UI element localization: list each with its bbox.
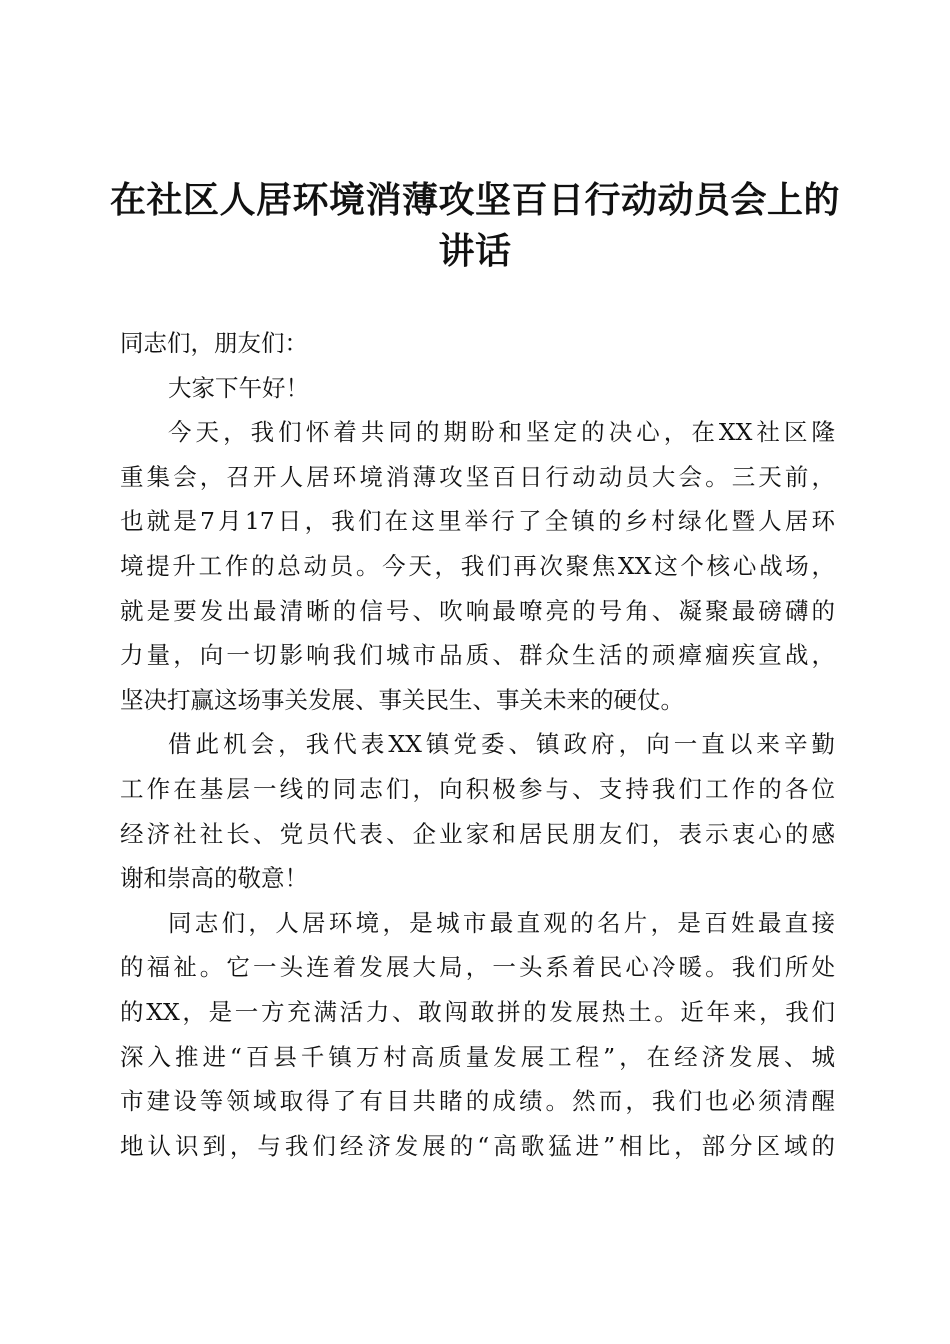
document-title <box>100 175 850 277</box>
paragraph-line: 就是要发出最清晰的信号、吹响最嘹亮的号角、凝聚最磅礴的 <box>120 596 835 625</box>
paragraph-line: 市建设等领域取得了有目共睹的成绩。然而，我们也必须清醒 <box>120 1087 835 1116</box>
title-line: 讲话 <box>438 230 512 272</box>
paragraph-line: 今天，我们怀着共同的期盼和坚定的决心，在XX社区隆 <box>168 418 835 447</box>
paragraph-environment <box>120 901 835 1169</box>
title-line: 在社区人居环境消薄攻坚百日行动动员会上的 <box>109 179 840 221</box>
salutation-text: 同志们，朋友们： <box>120 329 308 357</box>
greeting <box>120 366 835 411</box>
paragraph-thanks <box>120 722 835 900</box>
paragraph-line: 的福祉。它一头连着发展大局，一头系着民心冷暖。我们所处 <box>120 953 835 982</box>
paragraph-line: 工作在基层一线的同志们，向积极参与、支持我们工作的各位 <box>120 774 835 803</box>
paragraph-line: 坚决打赢这场事关发展、事关民生、事关未来的硬仗。 <box>120 685 684 714</box>
paragraph-opening <box>120 410 835 722</box>
paragraph-line: 力量，向一切影响我们城市品质、群众生活的顽瘴痼疾宣战， <box>120 641 835 670</box>
paragraph-line: 借此机会，我代表XX镇党委、镇政府，向一直以来辛勤 <box>168 730 835 759</box>
greeting-text: 大家下午好！ <box>168 373 309 402</box>
paragraph-line: 深入推进“百县千镇万村高质量发展工程”，在经济发展、城 <box>120 1042 835 1071</box>
document-body <box>120 321 835 1168</box>
paragraph-line: 经济社社长、党员代表、企业家和居民朋友们，表示衷心的感 <box>120 819 835 848</box>
paragraph-line: 重集会，召开人居环境消薄攻坚百日行动动员大会。三天前， <box>120 462 835 491</box>
paragraph-line: 境提升工作的总动员。今天，我们再次聚焦XX这个核心战场， <box>120 551 835 580</box>
paragraph-line: 的XX，是一方充满活力、敢闯敢拼的发展热土。近年来，我们 <box>120 997 835 1026</box>
paragraph-line: 也就是7月17日，我们在这里举行了全镇的乡村绿化暨人居环 <box>120 507 835 536</box>
paragraph-line: 同志们，人居环境，是城市最直观的名片，是百姓最直接 <box>168 908 835 937</box>
paragraph-line: 地认识到，与我们经济发展的“高歌猛进”相比，部分区域的 <box>120 1131 835 1160</box>
paragraph-line: 谢和崇高的敬意！ <box>120 864 308 893</box>
salutation <box>120 321 835 366</box>
